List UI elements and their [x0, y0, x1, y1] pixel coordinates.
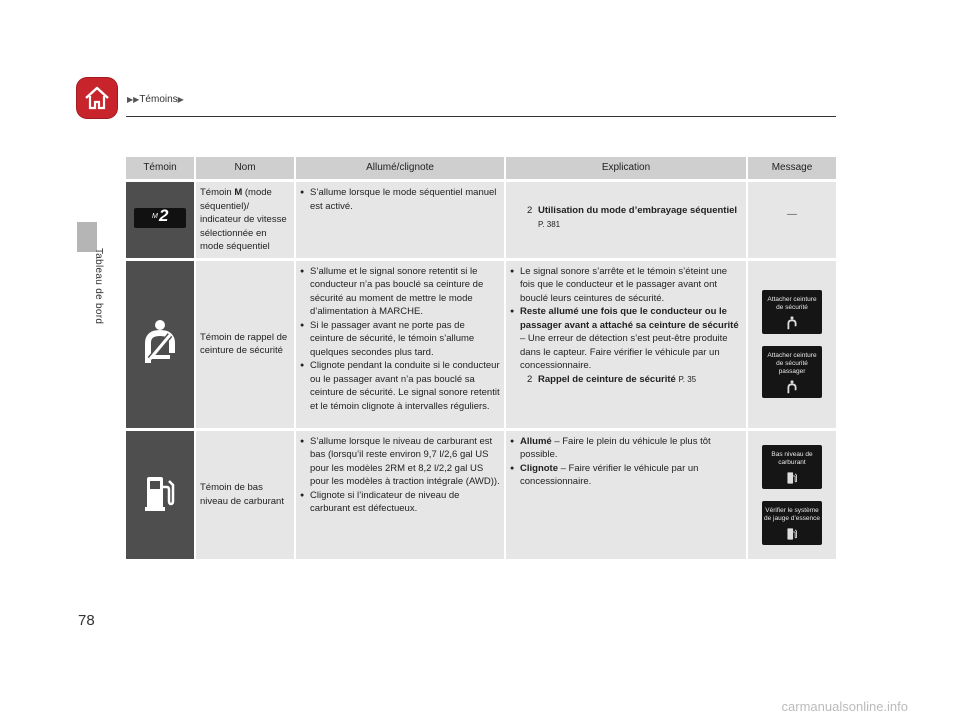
fuel-pump-icon: [786, 471, 798, 485]
breadcrumb-title[interactable]: Témoins: [139, 94, 178, 105]
message-cell: [747, 429, 836, 559]
fuel-pump-icon: [143, 473, 177, 513]
explanation-cell: [505, 429, 747, 559]
table-row: [126, 429, 836, 559]
lit-cell: [295, 259, 505, 429]
side-label: Tableau de bord: [93, 248, 104, 325]
page-number: 78: [78, 612, 95, 629]
reference-marker: 2: [527, 373, 533, 385]
breadcrumb-arrows: ▶▶: [127, 95, 140, 104]
seatbelt-icon: [786, 380, 798, 394]
col-allume: Allumé/clignote: [295, 157, 505, 181]
explanation-cell: [505, 259, 747, 429]
col-nom: Nom: [195, 157, 295, 181]
name-cell: Témoin M (mode séquentiel)/ indicateur de vitesse sélectionnée en mode séquentiel: [195, 181, 295, 260]
message-display: Vérifier le système de jauge d’essence: [762, 501, 822, 545]
name-cell: Témoin de rappel de ceinture de sécurité: [195, 259, 295, 429]
list-item: ● Allumé – Faire le plein du véhicule le plus tôt possible.: [520, 435, 742, 462]
list-item: ● Clignote pendant la conduite si le conducteur ou le passager avant n’a pas bouclé sa ceinture de sécurité. Le signal sonore retentit et le témoin clignote à intervalles réguliers.: [310, 359, 500, 413]
explanation-cell: [505, 181, 747, 260]
breadcrumb-end: ▶: [177, 95, 184, 104]
list-item: ● S’allume et le signal sonore retentit si le conducteur n’a pas bouclé sa ceinture de sécurité au moment de mettre le mode d’alimentation à MARCHE.: [310, 265, 500, 319]
table-row: [126, 259, 836, 429]
reference-link[interactable]: 2 Utilisation du mode d’embrayage séquentiel P. 381: [527, 205, 738, 229]
list-item: ● S’allume lorsque le mode séquentiel manuel est activé.: [310, 186, 500, 213]
m2-sequential-icon: M 2: [134, 208, 186, 228]
list-item: ● Clignote – Faire vérifier le véhicule par un concessionnaire.: [520, 462, 742, 489]
message-cell: —: [747, 181, 836, 260]
list-item: ● Si le passager avant ne porte pas de ceinture de sécurité, le témoin s’allume quelques secondes plus tard.: [310, 319, 500, 360]
col-message: Message: [747, 157, 836, 181]
list-item: ● Reste allumé une fois que le conducteur ou le passager avant a attaché sa ceinture de sécurité – Une erreur de détection s’est peut-être produite dans le capteur. Faire vérifier le véhicule par un concessionnaire.: [520, 305, 742, 373]
warning-lights-table: [126, 157, 836, 559]
list-item: ● S’allume lorsque le niveau de carburant est bas (lorsqu’il reste environ 9,7 l/2,6 gal US pour les modèles 2RM et 8,2 l/2,2 gal US pour les modèles à traction intégrale (AWD)).: [310, 435, 500, 489]
icon-cell: [126, 181, 195, 260]
fuel-pump-icon: [786, 527, 798, 541]
watermark: carmanualsonline.info: [781, 699, 908, 714]
col-temoin: Témoin: [126, 157, 195, 181]
message-display: Bas niveau de carburant: [762, 445, 822, 489]
message-cell: [747, 259, 836, 429]
table-row: [126, 181, 836, 260]
home-icon[interactable]: [77, 78, 117, 118]
seatbelt-icon: [786, 316, 798, 330]
lit-cell: [295, 181, 505, 260]
table-header-row: [126, 157, 836, 181]
message-display: Attacher ceinture de sécurité passager: [762, 346, 822, 398]
name-cell: Témoin de bas niveau de carburant: [195, 429, 295, 559]
list-item: ● Le signal sonore s’arrête et le témoin s’éteint une fois que le conducteur et le passager avant ont bouclé leurs ceintures de sécurité.: [520, 265, 742, 306]
reference-marker: 2: [527, 205, 533, 216]
icon-cell: [126, 259, 195, 429]
reference-link[interactable]: 2 Rappel de ceinture de sécurité P. 35: [527, 373, 697, 385]
col-explication: Explication: [505, 157, 747, 181]
message-display: Attacher ceinture de sécurité: [762, 290, 822, 334]
lit-cell: [295, 429, 505, 559]
breadcrumb[interactable]: [127, 94, 184, 105]
icon-cell: [126, 429, 195, 559]
list-item: ● Clignote si l’indicateur de niveau de carburant est défectueux.: [310, 489, 500, 516]
header-divider: [126, 116, 836, 117]
seatbelt-icon: [140, 319, 180, 365]
